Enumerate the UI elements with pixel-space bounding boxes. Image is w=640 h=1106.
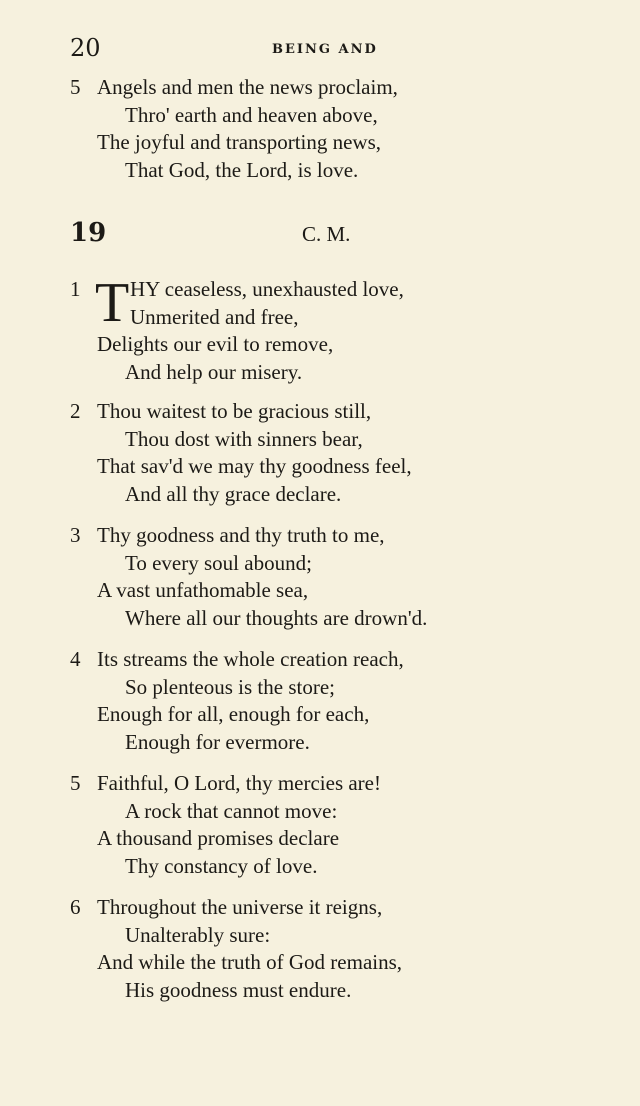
verse-line: 5 Angels and men the news proclaim,: [70, 74, 590, 102]
verse-line: And all thy grace declare.: [125, 481, 342, 506]
verse-line: Where all our thoughts are drown'd.: [125, 605, 428, 630]
stanza-number: 5: [70, 771, 81, 795]
verse-line: Thy constancy of love.: [125, 853, 318, 878]
hymn-number: 19: [70, 218, 107, 248]
verse-line: 2 Thou waitest to be gracious still,: [70, 398, 590, 426]
verse-line: A thousand promises declare: [97, 826, 340, 850]
stanza-number: 2: [70, 399, 81, 423]
running-title: BEING AND: [272, 42, 378, 57]
verse-line: A vast unfathomable sea,: [97, 578, 309, 602]
stanza-number: 5: [70, 75, 81, 99]
stanza-number: 6: [70, 895, 81, 919]
verse-line: Thro' earth and heaven above,: [125, 102, 378, 127]
verse-line: Unmerited and free,: [130, 304, 299, 329]
verse-line: The joyful and transporting news,: [97, 130, 382, 154]
verse-line: Thou dost with sinners bear,: [125, 426, 363, 451]
page-number: 20: [70, 34, 101, 62]
page-header: [70, 34, 570, 64]
verse-line: And while the truth of God remains,: [97, 950, 403, 974]
stanza-number: 3: [70, 523, 81, 547]
verse-line: A rock that cannot move:: [125, 798, 338, 823]
verse-line: 5 Faithful, O Lord, thy mercies are!: [70, 770, 590, 798]
verse-line: 4 Its streams the whole creation reach,: [70, 646, 590, 674]
verse-line: And help our misery.: [125, 359, 303, 384]
stanza-3: [70, 522, 590, 632]
verse-line: Unalterably sure:: [125, 922, 271, 947]
verse-line: 6 Throughout the universe it reigns,: [70, 894, 590, 922]
stanza-2: [70, 398, 590, 508]
verse-line: So plenteous is the store;: [125, 674, 335, 699]
verse-line: 1 T HY ceaseless, unexhausted love,: [70, 272, 404, 334]
verse-line: That sav'd we may thy goodness feel,: [97, 454, 412, 478]
stanza-4: [70, 646, 590, 756]
verse-line: His goodness must endure.: [125, 977, 352, 1002]
stanza-number: 1: [70, 277, 81, 301]
verse-line: That God, the Lord, is love.: [125, 157, 359, 182]
hymn-meter: C. M.: [302, 222, 351, 246]
verse-line: To every soul abound;: [125, 550, 312, 575]
verse-line: Enough for evermore.: [125, 729, 310, 754]
stanza-5: [70, 770, 590, 880]
stanza-number: 4: [70, 647, 81, 671]
verse-line: 3 Thy goodness and thy truth to me,: [70, 522, 590, 550]
stanza-1: [70, 272, 590, 386]
stanza-6: [70, 894, 590, 1004]
prev-hymn-stanza: [70, 74, 590, 184]
hymn-heading: [70, 218, 570, 254]
verse-line: Delights our evil to remove,: [97, 332, 334, 356]
verse-line: Enough for all, enough for each,: [97, 702, 370, 726]
drop-cap: T: [95, 272, 130, 334]
